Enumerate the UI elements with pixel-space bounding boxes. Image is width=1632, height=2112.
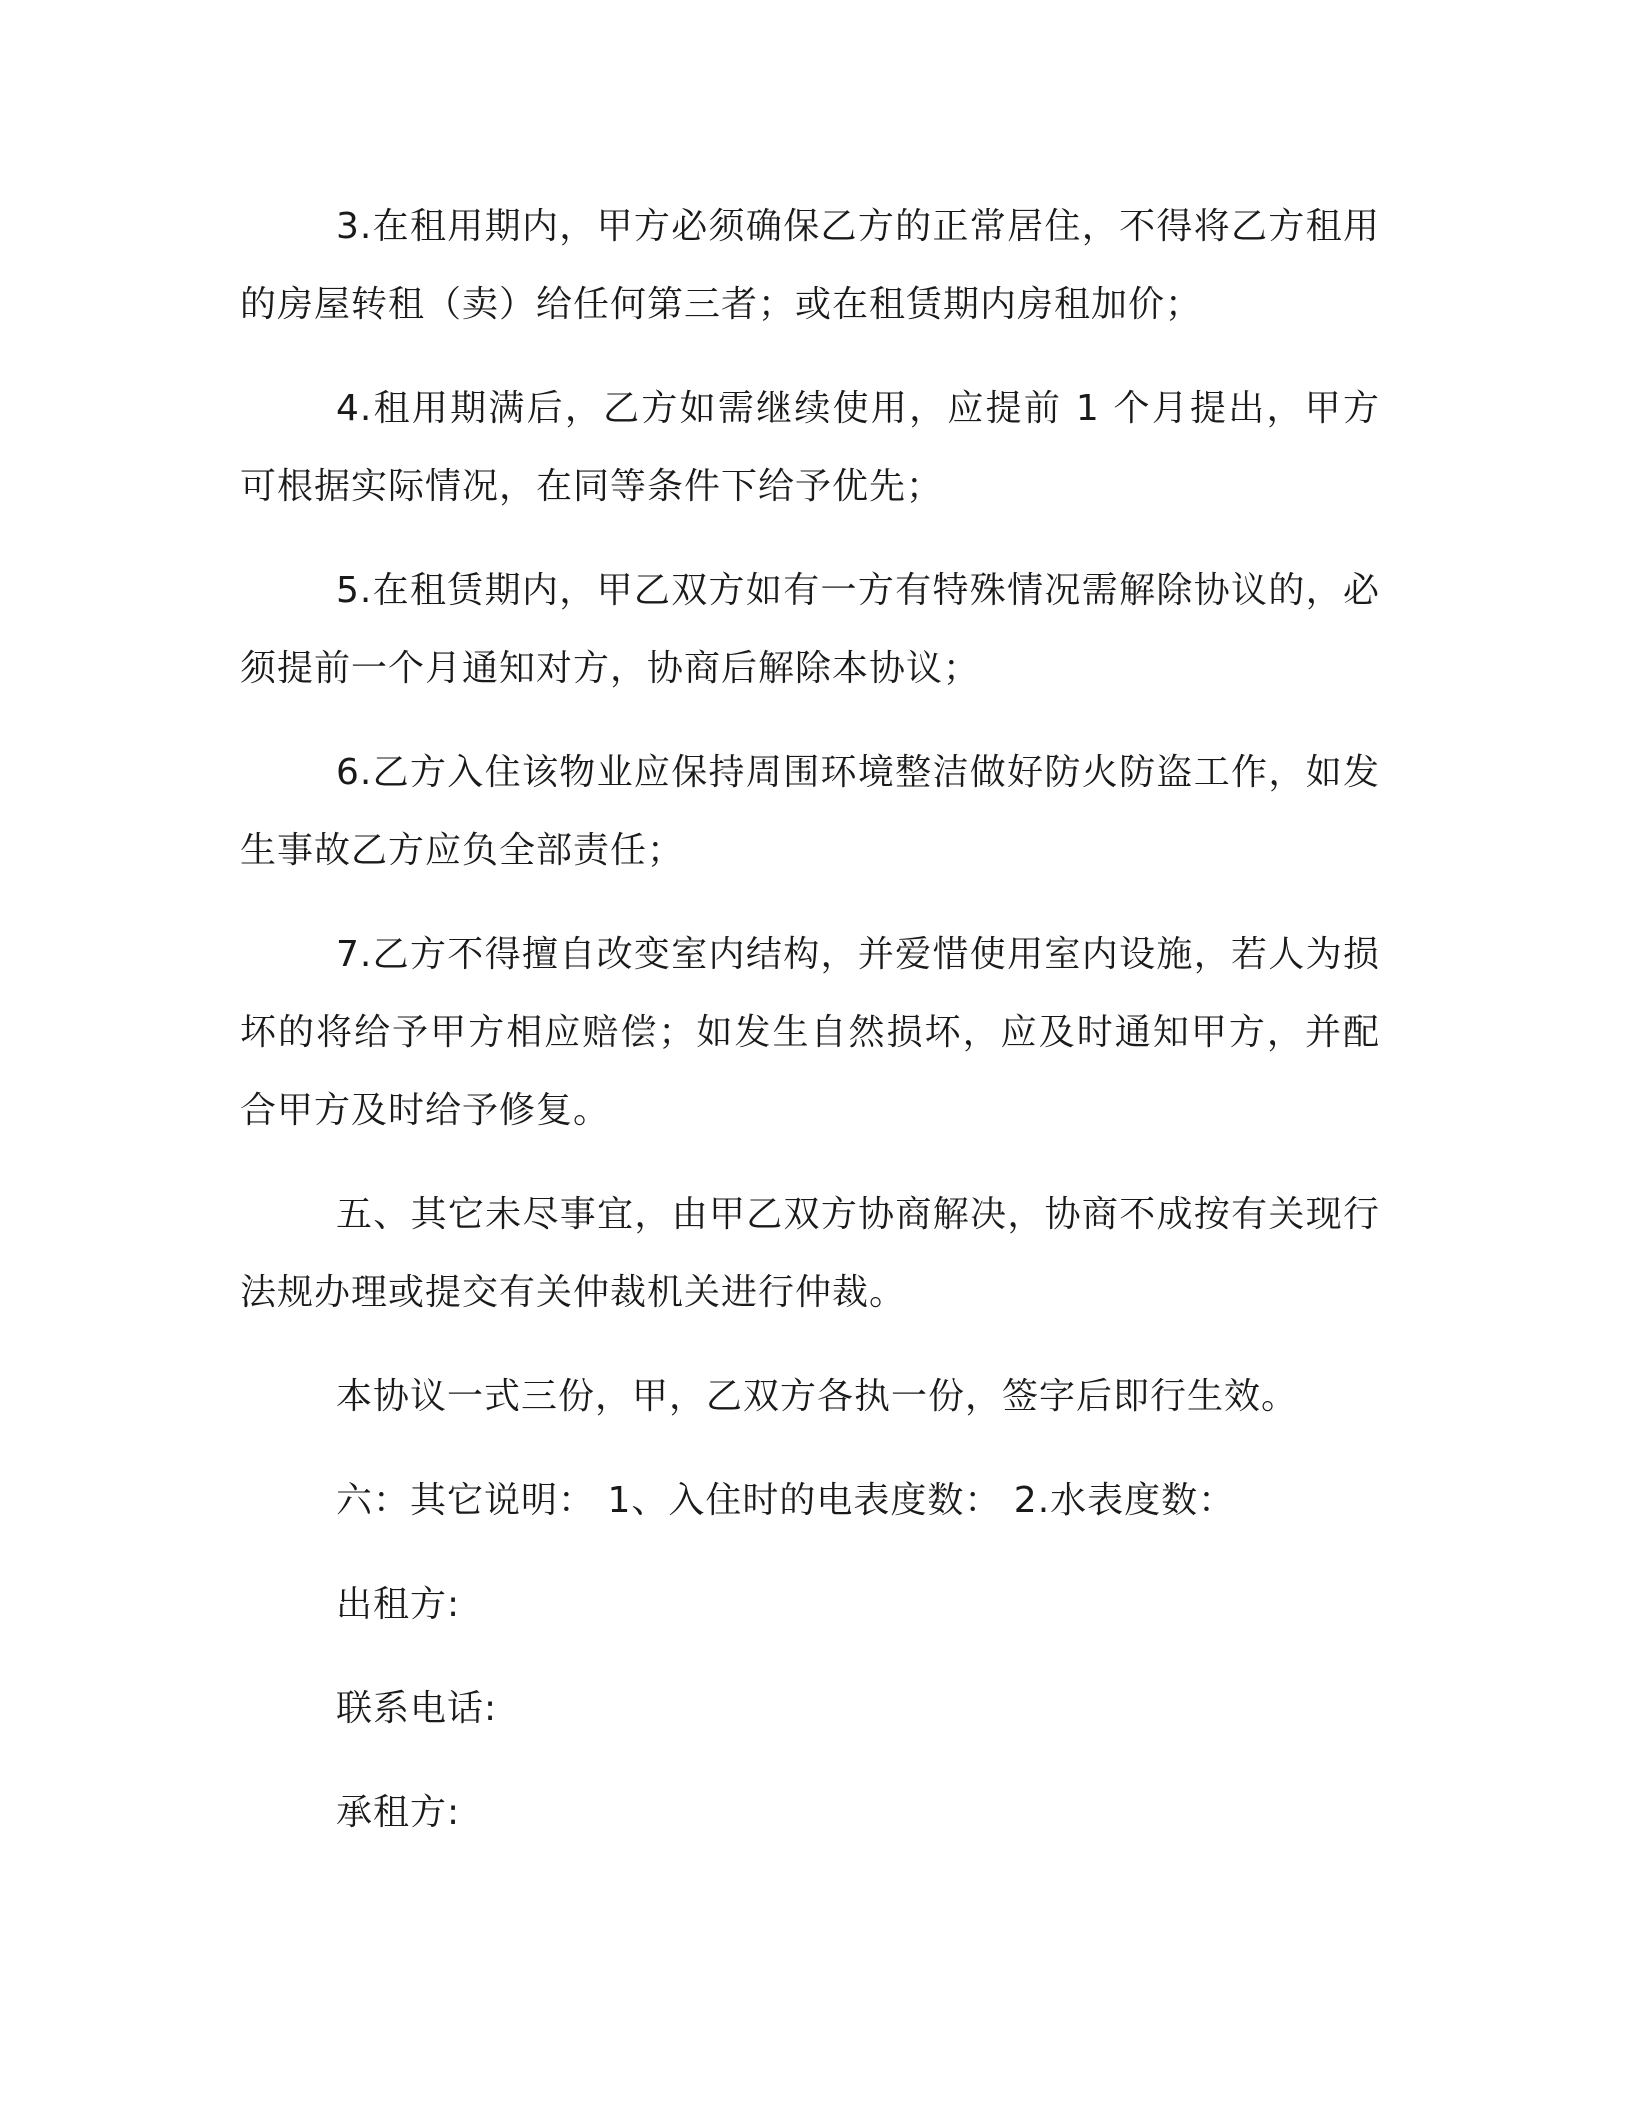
clause-5: 5.在租赁期内，甲乙双方如有一方有特殊情况需解除协议的，必须提前一个月通知对方，协商后解除本协议； xyxy=(240,570,1380,689)
clause-6: 6.乙方入住该物业应保持周围环境整洁做好防火防盗工作，如发生事故乙方应负全部责任； xyxy=(240,752,1380,871)
clause-7: 7.乙方不得擅自改变室内结构，并爱惜使用室内设施，若人为损坏的将给予甲方相应赔偿；如发生自然损坏，应及时通知甲方，并配合甲方及时给予修复。 xyxy=(240,934,1380,1131)
phone-label: 联系电话: xyxy=(336,1688,498,1729)
document-page xyxy=(240,188,1380,1878)
lessor-label: 出租方: xyxy=(336,1584,461,1625)
lessee-label: 承租方: xyxy=(336,1792,461,1833)
clause-five-other-matters: 五、其它未尽事宜，由甲乙双方协商解决，协商不成按有关现行法规办理或提交有关仲裁机关进行仲裁。 xyxy=(240,1194,1380,1313)
clause-4: 4.租用期满后，乙方如需继续使用，应提前 1 个月提出，甲方可根据实际情况，在同等条件下给予优先； xyxy=(240,388,1380,507)
clause-3: 3.在租用期内，甲方必须确保乙方的正常居住，不得将乙方租用的房屋转租（卖）给任何第三者；或在租赁期内房租加价； xyxy=(240,206,1380,325)
other-notes: 六：其它说明： 1、入住时的电表度数： 2.水表度数： xyxy=(336,1480,1236,1521)
copies-statement: 本协议一式三份，甲，乙双方各执一份，签字后即行生效。 xyxy=(336,1376,1299,1417)
